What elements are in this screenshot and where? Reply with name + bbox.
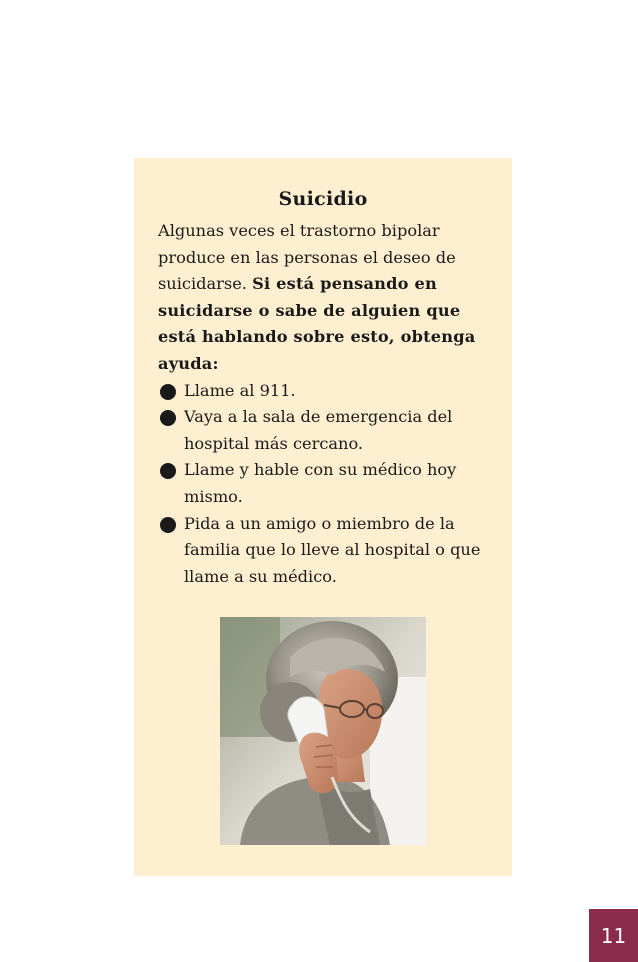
page-number: 11 <box>600 923 627 948</box>
suicide-info-panel <box>134 158 512 876</box>
bullet-icon <box>160 463 176 479</box>
woman-on-phone-photo <box>220 617 426 845</box>
bullet-icon <box>160 410 176 426</box>
section-title: Suicidio <box>278 188 368 210</box>
intro-paragraph <box>158 218 498 378</box>
list-item <box>158 378 498 405</box>
emphasis-text: Si está pensando en suicidarse o sabe de alguien que está hablando sobre esto, obtenga ayuda: <box>158 274 476 373</box>
list-item-text: Pida a un amigo o miembro de la familia que lo lleve al hospital o que llame a su médico. <box>184 513 481 586</box>
bullet-icon <box>160 517 176 533</box>
list-item-text: Vaya a la sala de emergencia del hospital más cercano. <box>184 407 453 453</box>
bullet-icon <box>160 384 176 400</box>
help-steps-list <box>158 378 498 591</box>
section-body <box>158 218 498 590</box>
woman-on-phone-illustration <box>220 617 426 845</box>
list-item-text: Llame al 911. <box>184 380 296 400</box>
list-item <box>158 404 498 457</box>
list-item <box>158 511 498 591</box>
list-item-text: Llame y hable con su médico hoy mismo. <box>184 460 457 506</box>
page-number-badge <box>589 909 638 962</box>
intro-text: Algunas veces el trastorno bipolar produce en las personas el deseo de suicidarse. <box>158 221 456 294</box>
list-item <box>158 457 498 510</box>
